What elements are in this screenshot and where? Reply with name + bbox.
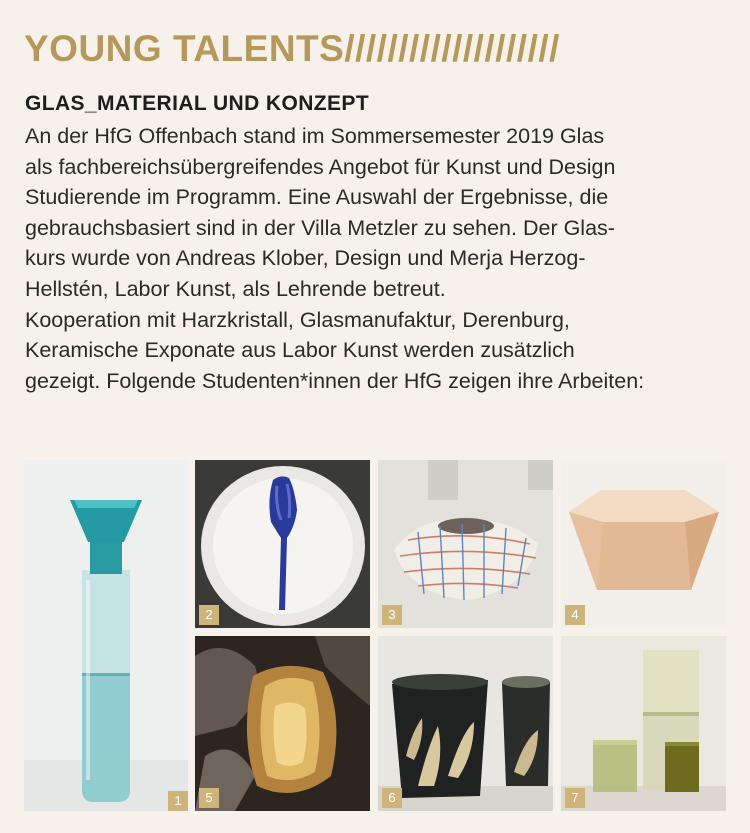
body-line: gebrauchsbasiert sind in der Villa Metzler zu sehen. Der Glas- xyxy=(25,215,615,240)
article-body xyxy=(25,121,747,396)
body-line: als fachbereichsübergreifendes Angebot für Kunst und Design xyxy=(25,154,616,179)
body-line: An der HfG Offenbach stand im Sommersemester 2019 Glas xyxy=(25,124,605,148)
photo-number-badge: 3 xyxy=(382,605,402,625)
section-header xyxy=(24,28,560,70)
body-line: kurs wurde von Andreas Klober, Design und Merja Herzog- xyxy=(25,246,586,271)
photo-number-badge: 7 xyxy=(565,788,585,808)
photo-teal-carafe xyxy=(24,460,188,811)
body-line: gezeigt. Folgende Studenten*innen der HfG zeigen ihre Arbeiten: xyxy=(25,368,645,393)
article-subtitle: GLAS_MATERIAL UND KONZEPT xyxy=(25,92,370,115)
photo-number-badge: 5 xyxy=(199,788,219,808)
body-line: Keramische Exponate aus Labor Kunst werden zusätzlich xyxy=(25,338,575,363)
photo-green-tumblers xyxy=(561,636,726,811)
photo-number-badge: 2 xyxy=(199,605,219,625)
section-slashes: //////////////////// xyxy=(344,28,560,69)
photo-dark-cups xyxy=(378,636,553,811)
body-line: Studierende im Programm. Eine Auswahl der Ergebnisse, die xyxy=(25,185,609,210)
body-line: Hellstén, Labor Kunst, als Lehrende betreut. xyxy=(25,276,446,301)
photo-grid-vessel xyxy=(378,460,553,628)
body-line: Kooperation mit Harzkristall, Glasmanufaktur, Derenburg, xyxy=(25,307,570,332)
photo-amber-bowl xyxy=(561,460,726,628)
photo-number-badge: 1 xyxy=(168,791,188,811)
photo-gold-vessel xyxy=(195,636,370,811)
photo-number-badge: 6 xyxy=(382,788,402,808)
photo-number-badge: 4 xyxy=(565,605,585,625)
section-title: YOUNG TALENTS xyxy=(24,28,345,69)
photo-blue-plate xyxy=(195,460,370,628)
